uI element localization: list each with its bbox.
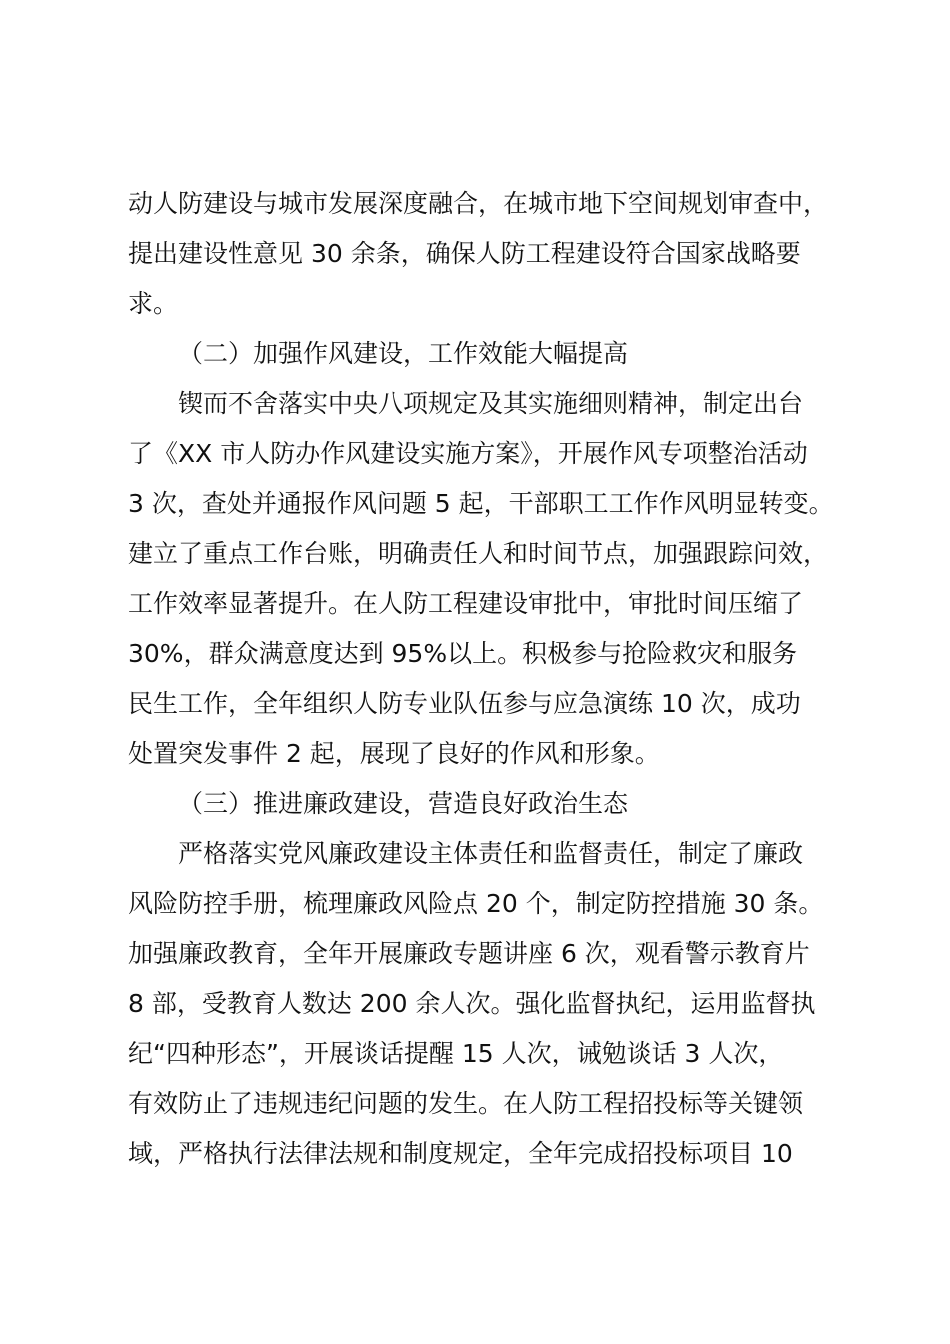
- text-line: 锲而不舍落实中央八项规定及其实施细则精神，制定出台: [178, 389, 804, 418]
- text-line: 30%，群众满意度达到 95%以上。积极参与抢险救灾和服务: [128, 639, 798, 668]
- text-line: 加强廉政教育，全年开展廉政专题讲座 6 次，观看警示教育片: [128, 939, 810, 968]
- section-heading: （三）推进廉政建设，营造良好政治生态: [178, 789, 629, 818]
- text-line: 建立了重点工作台账，明确责任人和时间节点，加强跟踪问效，: [128, 539, 829, 568]
- section-heading: （二）加强作风建设，工作效能大幅提高: [178, 339, 629, 368]
- text-line: 工作效率显著提升。在人防工程建设审批中，审批时间压缩了: [128, 589, 804, 618]
- text-line: 域，严格执行法律法规和制度规定，全年完成招投标项目 10: [128, 1139, 793, 1168]
- text-line: 了《XX 市人防办作风建设实施方案》，开展作风专项整治活动: [128, 439, 808, 468]
- text-line: 严格落实党风廉政建设主体责任和监督责任，制定了廉政: [178, 839, 804, 868]
- text-line: 处置突发事件 2 起，展现了良好的作风和形象。: [128, 739, 660, 768]
- text-line: 提出建设性意见 30 余条，确保人防工程建设符合国家战略要: [128, 239, 801, 268]
- text-line: 纪“四种形态”，开展谈话提醒 15 人次，诫勉谈话 3 人次，: [128, 1039, 784, 1068]
- text-line: 3 次，查处并通报作风问题 5 起，干部职工工作作风明显转变。: [128, 489, 834, 518]
- text-line: 有效防止了违规违纪问题的发生。在人防工程招投标等关键领: [128, 1089, 804, 1118]
- text-line: 动人防建设与城市发展深度融合，在城市地下空间规划审查中，: [128, 189, 829, 218]
- text-line: 风险防控手册，梳理廉政风险点 20 个，制定防控措施 30 条。: [128, 889, 824, 918]
- text-line: 8 部，受教育人数达 200 余人次。强化监督执纪，运用监督执: [128, 989, 816, 1018]
- text-line: 民生工作，全年组织人防专业队伍参与应急演练 10 次，成功: [128, 689, 801, 718]
- text-line: 求。: [128, 289, 179, 318]
